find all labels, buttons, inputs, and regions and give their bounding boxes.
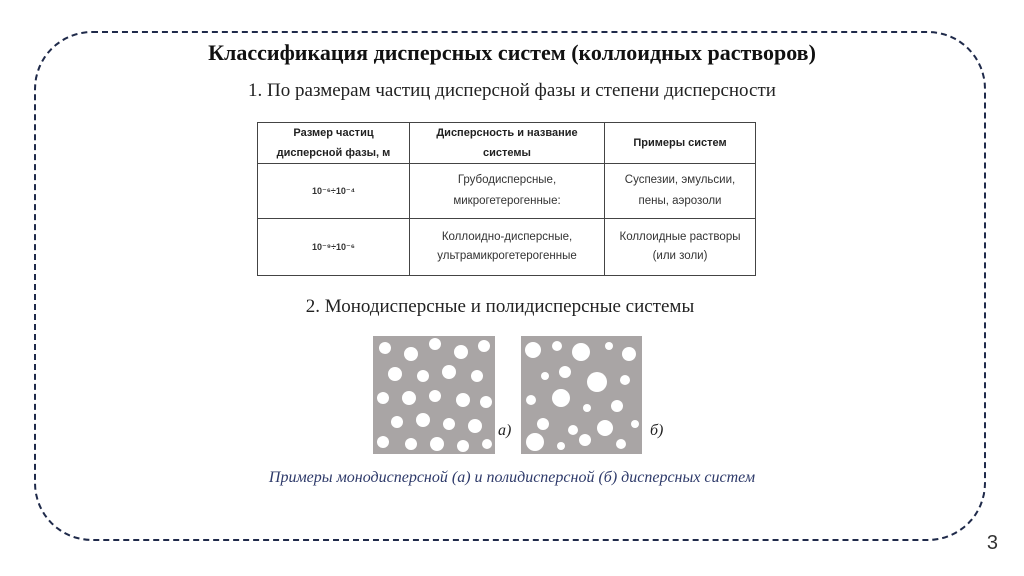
particle	[429, 390, 441, 402]
particle	[631, 420, 639, 428]
figure-label-a: а)	[498, 422, 512, 439]
particle	[430, 437, 444, 451]
particle	[622, 347, 636, 361]
particle	[468, 419, 482, 433]
cell-name: Коллоидно-дисперсные, ультрамикрогетерогенные	[410, 219, 605, 276]
particle	[611, 400, 623, 412]
table-row	[258, 164, 756, 219]
section-2-heading: 2. Монодисперсные и полидисперсные системы	[305, 296, 695, 317]
particle	[537, 418, 549, 430]
particle	[405, 438, 417, 450]
figure-label-b: б)	[650, 422, 664, 439]
particle	[454, 345, 468, 359]
header-dispersity: Дисперсность и название системы	[410, 123, 605, 164]
particle	[482, 439, 492, 449]
particle	[579, 434, 591, 446]
particle	[525, 342, 541, 358]
particle	[416, 413, 430, 427]
cell-size: 10⁻⁹÷10⁻⁶	[258, 219, 410, 276]
cell-examples: Коллоидные растворы (или золи)	[605, 219, 756, 276]
section-1-heading: 1. По размерам частиц дисперсной фазы и степени дисперсности	[248, 80, 776, 101]
particle	[526, 433, 544, 451]
table-header-row	[258, 123, 756, 164]
particle	[379, 342, 391, 354]
particle	[456, 393, 470, 407]
particle	[587, 372, 607, 392]
particle	[391, 416, 403, 428]
particle	[402, 391, 416, 405]
particle	[552, 341, 562, 351]
particle	[404, 347, 418, 361]
monodisperse-illustration	[373, 336, 495, 454]
slide-title: Классификация дисперсных систем (коллоидных растворов)	[208, 40, 816, 65]
particle	[568, 425, 578, 435]
particle	[541, 372, 549, 380]
slide-frame	[34, 31, 986, 541]
cell-examples: Суспезии, эмульсии, пены, аэрозоли	[605, 164, 756, 219]
header-size: Размер частиц дисперсной фазы, м	[258, 123, 410, 164]
particle	[559, 366, 571, 378]
particle	[597, 420, 613, 436]
particle	[471, 370, 483, 382]
polydisperse-illustration	[521, 336, 642, 454]
particle	[443, 418, 455, 430]
figure-caption: Примеры монодисперсной (а) и полидисперсной (б) дисперсных систем	[268, 469, 756, 486]
particle	[526, 395, 536, 405]
particle	[572, 343, 590, 361]
particle	[480, 396, 492, 408]
page-number: 3	[986, 532, 998, 554]
particle	[417, 370, 429, 382]
particle	[388, 367, 402, 381]
particle	[620, 375, 630, 385]
cell-size: 10⁻⁶÷10⁻⁴	[258, 164, 410, 219]
particle	[442, 365, 456, 379]
particle	[583, 404, 591, 412]
particle	[478, 340, 490, 352]
classification-table	[257, 122, 756, 276]
particle	[557, 442, 565, 450]
particle	[377, 392, 389, 404]
particle	[457, 440, 469, 452]
table-row	[258, 219, 756, 276]
particle	[552, 389, 570, 407]
particle	[429, 338, 441, 350]
particle	[605, 342, 613, 350]
cell-name: Грубодисперсные, микрогетерогенные:	[410, 164, 605, 219]
particle	[377, 436, 389, 448]
particle	[616, 439, 626, 449]
header-examples: Примеры систем	[605, 123, 756, 164]
